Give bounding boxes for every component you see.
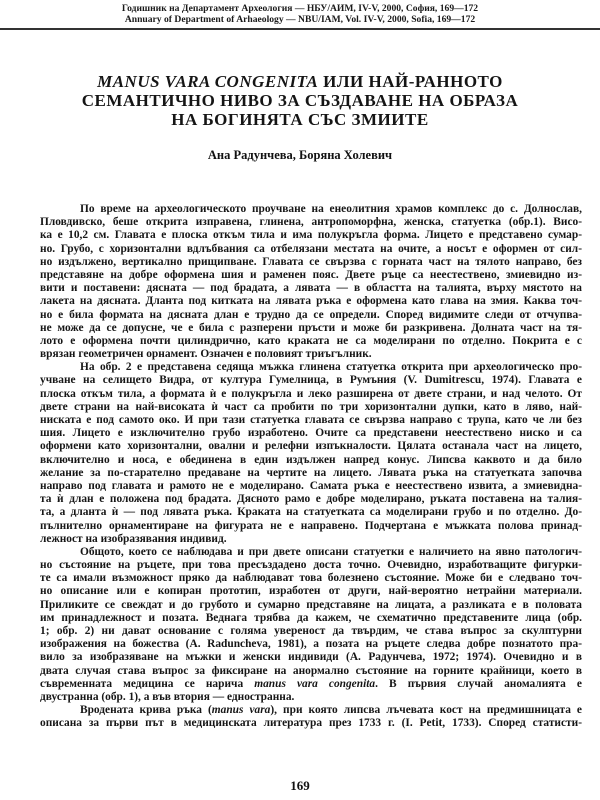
body-line: лото е оформена почти цилиндрично, като краката не са моделирани по отделно. Покрита е с (40, 334, 582, 347)
body-line: двата случая става въпрос за фиксиране на анормално състояние на горните крайници, което в (40, 664, 582, 677)
body-line: двустранна (обр. 1), а във втория — едностранна. (40, 690, 295, 703)
body-line: но състояние на ръцете, при това пресъздадено доста точно. Очевидно, изработващите фигурки- (40, 559, 582, 572)
body-line: но. Грубо, с хоризонтални вдлъбвания са отбелязани местата на очите, а носът е оформен от сил- (40, 242, 582, 255)
body-line: Приликите се свеждат и до грубото и сумарно представяне на лицата, а разликата е в половата (40, 598, 582, 611)
body-line: лежност на изобразявания индивид. (40, 532, 227, 545)
journal-header (0, 3, 600, 25)
body-line: Вродената крива ръка (manus vara), при която липсва лъчевата кост на предмишницата е (80, 704, 582, 717)
authors: Ана Радунчева, Боряна Холевич (207, 148, 393, 162)
title-line-2: СЕМАНТИЧНО НИВО ЗА СЪЗДАВАНЕ НА ОБРАЗА (81, 91, 519, 110)
body-line: ниската е под самото око. И при тази статуетка главата се свързва направо с трупа, като че ли без (40, 414, 582, 426)
body-line: пълнително орнаментиране на фигурата не е направено. Подчертана е мъжката полова принад- (40, 519, 582, 532)
body-line: съвременната медицина се нарича manus vara congenita. В първия случай аномалията е (40, 677, 582, 690)
body-line: но описание или е копиран прототип, изработен от други, най-вероятно нетрайни материали. (40, 585, 582, 598)
body-line: вило за изобразяване на мъжки и женски индивиди (А. Радунчева, 1972; 1974). Очевидно и в (40, 651, 582, 664)
header-divider (0, 28, 600, 30)
body-line: представяне на добре оформена шия и раменен пояс. Двете ръце са неестествено, змиевидно из- (40, 268, 582, 281)
article-title (0, 72, 600, 129)
body-line: те са имали възможност пряко да наблюдават това болезнено състояние. Може би е следвано точ- (40, 572, 582, 585)
body-line: направо под главата и рамото не е моделирано. Самата ръка е неестествено извита, а змиевидна- (40, 479, 582, 492)
body-line: вити и поставени: дясната — под брадата, а лявата — в областта на талията, върху мястото на (40, 282, 582, 295)
body-line: шия. Лицето е изключително грубо изработено. Очите са представени неестествено ниско и са (40, 427, 582, 440)
body-line: врязан геометричен орнамент. Означен е половият триъгълник. (40, 348, 372, 361)
body-line: лакета на дясната. Дланта под китката на лявата ръка е оформена като глава на змия. Каква точ- (40, 295, 582, 308)
page-number: 169 (290, 778, 310, 793)
body-line: описана за първи път в медицинската литература през 1733 г. (I. Petit, 1733). Според статисти- (40, 717, 582, 730)
journal-header-en: Annuary of Department of Arhaeology — NBU/IAM, Vol. IV-V, 2000, Sofia, 169—172 (124, 14, 476, 25)
title-line-1-rest: ИЛИ НАЙ-РАННОТО (318, 72, 503, 91)
article-body (40, 203, 582, 731)
body-line: не може да се допусне, че е била с разперени пръсти и може би разкривена. Долната част на тя- (40, 321, 582, 334)
body-line: оформени като хоризонтални, овални и релефни изпъкналости. Цялата останала част на лицето, (40, 440, 582, 453)
body-line: изображения на божества (A. Raduncheva, 1981), а позата на ръцете следва добре познатото пра- (40, 638, 582, 651)
body-line: Пловдивско, беше открита изправена, глинена, антропоморфна, женска, статуетка (обр.1). Висо- (40, 216, 582, 229)
title-line-1 (0, 72, 600, 91)
body-line: но издължено, вертикално прищипване. Главата се свързва с горната част на тялото направо, без (40, 255, 582, 268)
body-line: та, а дланта ѝ — под лявата ръка. Краката на статуетката са моделирани грубо и по отделно. До- (40, 506, 582, 519)
body-line: двете страни на най-високата ѝ част са пробити по три хоризонтални дупки, като в ляво, най- (40, 400, 582, 413)
body-line: ка е 10,2 см. Главата е плоска откъм тила и има полукръгла форма. Лицето е представено сумар- (40, 229, 582, 242)
body-line: та ѝ длан е положена под брадата. Дясното рамо е добре моделирано, ръката поставена на талия- (40, 493, 582, 506)
body-line: 1; обр. 2) ни дават основание с голяма увереност да твърдим, че става въпрос за скулптурни (40, 625, 582, 637)
title-latin: MANUS VARA CONGENITA (97, 72, 319, 91)
body-line: плоска откъм тила, а формата ѝ е полукръгла и леко разширена от двете страни, и над челото. От (40, 387, 582, 400)
body-line: По време на археологическото проучване на енеолитния храмов комплекс до с. Долнослав, (80, 203, 582, 215)
body-line: включително и носа, е обединена в един издължен напред конус. Липсва каквото и да било (40, 453, 582, 466)
body-line: желание за по-старателно предаване на чертите на лицето. Лявата ръка на статуетката започва (40, 466, 582, 479)
body-line: им принадлежност и позата. Веднага трябва да кажем, че схематично представените лица (обр. (40, 611, 582, 624)
body-line: учване на селището Видра, от култура Гумелница, в Румъния (V. Dumitrescu, 1974). Главата е (40, 374, 582, 387)
body-line: На обр. 2 е представена седяща мъжка глинена статуетка открита при археологическо про- (80, 361, 582, 374)
body-line: Общото, което се наблюдава и при двете описани статуетки е наличието на явно патологич- (80, 545, 582, 558)
title-line-3: НА БОГИНЯТА СЪС ЗМИИТЕ (171, 110, 429, 129)
body-line: но е била формата на дясната длан е трудно да се определи. Според видимите следи от отчупва- (40, 308, 582, 321)
journal-header-bg: Годишник на Департамент Археология — НБУ/АИМ, IV-V, 2000, София, 169—172 (121, 3, 479, 14)
